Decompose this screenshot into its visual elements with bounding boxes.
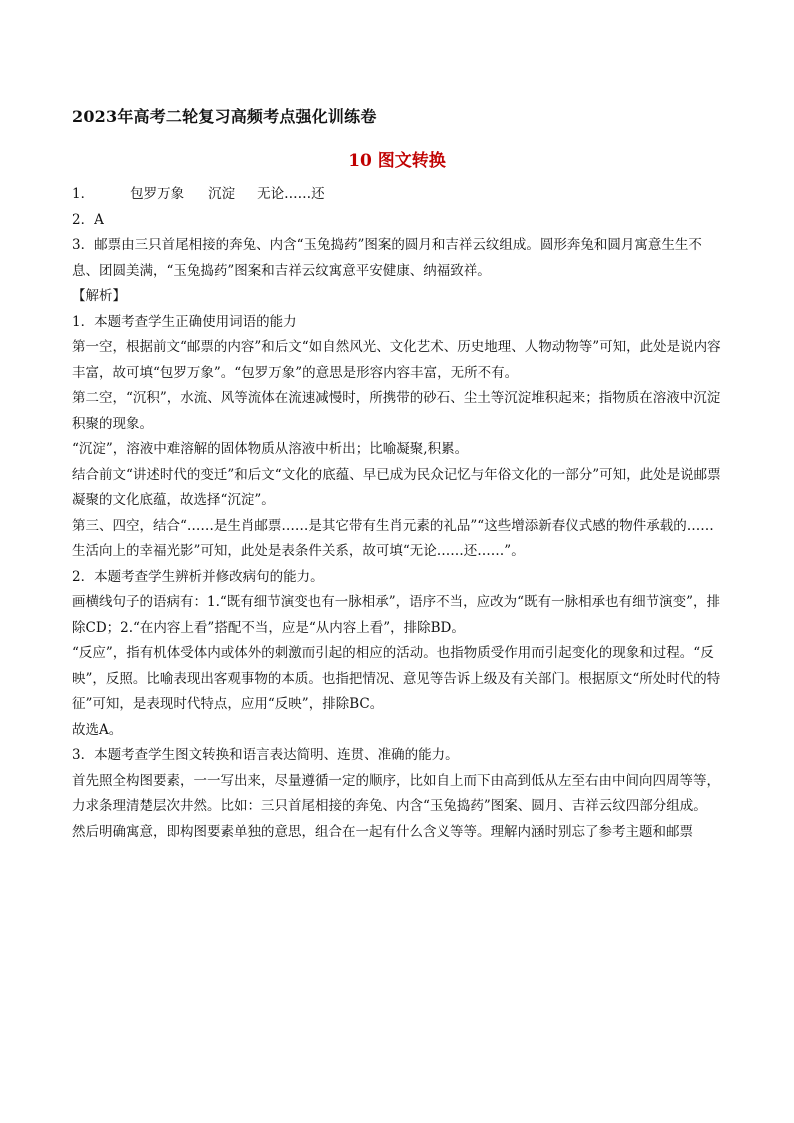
analysis-paragraph: 第一空，根据前文“邮票的内容”和后文“如自然风光、文化艺术、历史地理、人物动物等”可知，此处是说内容丰富，故可填“包罗万象”。“包罗万象”的意思是形容内容丰富，无所不有。 [72, 339, 721, 381]
analysis-paragraph: 故选A。 [72, 721, 123, 738]
analysis-paragraph: “沉淀”，溶液中难溶解的固体物质从溶液中析出；比喻凝聚,积累。 [72, 441, 469, 457]
analysis-paragraph: 第二空，“沉积”，水流、风等流体在流速减慢时，所携带的砂石、尘土等沉淀堆积起来；指物质在溶液中沉淀积聚的现象。 [72, 390, 721, 432]
analysis-paragraph: “反应”，指有机体受体内或体外的刺激而引起的相应的活动。也指物质受作用而引起变化的现象和过程。“反映”，反照。比喻表现出客观事物的本质。也指把情况、意见等告诉上级及有关部门。根据原文“所处时代的特征”可知，是表现时代特点，应用“反映”，排除BC。 [72, 645, 721, 712]
analysis-paragraph: 第三、四空，结合“……是生肖邮票……是其它带有生肖元素的礼品”“这些增添新春仪式感的物件承载的……生活向上的幸福光影”可知，此处是表条件关系，故可填“无论……还……”。 [72, 517, 714, 559]
analysis-paragraph: 画横线句子的语病有：1.“既有细节演变也有一脉相承”，语序不当，应改为“既有一脉相承也有细节演变”，排除CD；2.“在内容上看”搭配不当，应是“从内容上看”，排除BD。 [72, 594, 720, 636]
answer-1-word-2: 沉淀 [208, 186, 236, 202]
answer-1-word-3: 无论……还 [257, 186, 325, 202]
analysis-paragraph: 3．本题考查学生图文转换和语言表达简明、连贯、准确的能力。 [72, 747, 459, 763]
answer-2: 2．A [72, 211, 104, 228]
section-title: 10 图文转换 [348, 151, 446, 171]
document-title: 2023年高考二轮复习高频考点强化训练卷 [72, 107, 377, 126]
analysis-paragraph: 然后明确寓意，即构图要素单独的意思，组合在一起有什么含义等等。理解内涵时别忘了参考主题和邮票 [72, 823, 693, 840]
answer-3: 3．邮票由三只首尾相接的奔兔、内含“玉兔捣药”图案的圆月和吉祥云纹组成。圆形奔兔和圆月寓意生生不息、团圆美满，“玉兔捣药”图案和吉祥云纹寓意平安健康、纳福致祥。 [72, 237, 702, 279]
answer-1-number: 1． [72, 186, 95, 202]
analysis-paragraph: 首先照全构图要素，一一写出来，尽量遵循一定的顺序，比如自上而下由高到低从左至右由中间向四周等等，力求条理清楚层次井然。比如：三只首尾相接的奔兔、内含“玉兔捣药”图案、圆月、吉祥云纹四部分组成。 [72, 772, 720, 814]
answer-1-word-1: 包罗万象 [130, 186, 185, 202]
analysis-paragraph: 结合前文“讲述时代的变迁”和后文“文化的底蕴、早已成为民众记忆与年俗文化的一部分”可知，此处是说邮票凝聚的文化底蕴，故选择“沉淀”。 [72, 466, 721, 508]
analysis-paragraph: 2．本题考查学生辨析并修改病句的能力。 [72, 568, 324, 585]
answer-1 [72, 182, 724, 208]
analysis-paragraph: 1．本题考查学生正确使用词语的能力 [72, 313, 297, 330]
analysis-heading: 【解析】 [72, 288, 126, 304]
document-body [72, 182, 724, 845]
